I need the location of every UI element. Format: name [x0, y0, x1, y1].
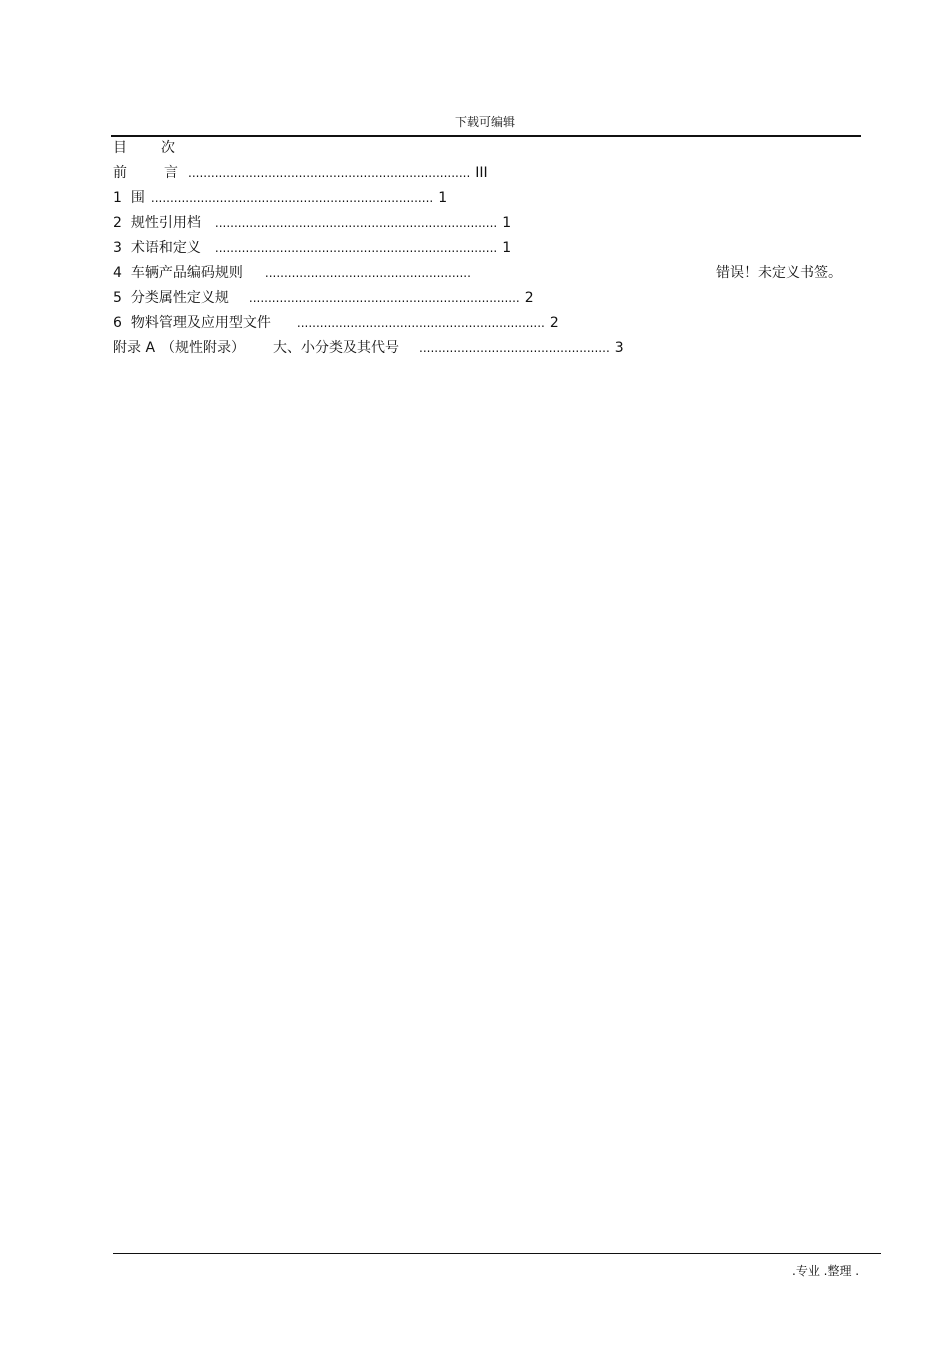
- toc-title-right: 次: [161, 140, 175, 156]
- toc-entry-page: 2: [549, 315, 559, 331]
- toc-entry-1[interactable]: [113, 189, 447, 207]
- page-header: 下载可编辑: [454, 115, 515, 129]
- error-bookmark-text: 错误！未定义书签。: [716, 265, 842, 281]
- toc-entry-5[interactable]: [113, 289, 534, 307]
- toc-entry-page: 2: [524, 290, 534, 306]
- toc-entry-2[interactable]: [113, 214, 511, 232]
- toc-entry-dots: ......................................................: [264, 266, 471, 280]
- toc-entry-num: 4: [113, 265, 122, 281]
- toc-entry-num: 1: [113, 190, 122, 206]
- toc-entry-title: 物料管理及应用型文件: [130, 315, 271, 331]
- toc-entry-title: 前: [113, 165, 127, 181]
- toc-entry-page: III: [475, 165, 488, 181]
- toc-entry-dots: .......................................................................: [248, 291, 520, 305]
- footer-note: .专业 .整理 .: [792, 1264, 860, 1278]
- toc-entry-title: 分类属性定义规: [130, 290, 229, 306]
- toc-entry-page: 1: [438, 190, 448, 206]
- header-divider: [111, 135, 861, 137]
- toc-entry-dots: ..........................................................................: [214, 241, 498, 255]
- toc-entry-title: （规性附录）: [161, 340, 246, 356]
- toc-entry-title: 术语和定义: [130, 240, 201, 256]
- toc-entry-appendix-a[interactable]: [113, 339, 624, 357]
- toc-entry-preface[interactable]: [113, 164, 488, 182]
- toc-entry-page: 1: [502, 215, 512, 231]
- toc-entry-4[interactable]: [113, 264, 476, 282]
- footer-divider: [113, 1253, 881, 1254]
- toc-title: [113, 139, 175, 157]
- toc-entry-dots: ..........................................................................: [150, 191, 434, 205]
- toc-entry-dots: .................................................................: [296, 316, 545, 330]
- toc-entry-3[interactable]: [113, 239, 511, 257]
- toc-entry-num: 3: [113, 240, 122, 256]
- toc-entry-title: 规性引用档: [130, 215, 201, 231]
- toc-entry-num: 5: [113, 290, 122, 306]
- toc-entry-page: 3: [614, 340, 624, 356]
- toc-entry-num: 2: [113, 215, 122, 231]
- toc-entry-page: 1: [502, 240, 512, 256]
- toc-entry-dots: ..........................................................................: [214, 216, 498, 230]
- toc-entry-dots: ..................................................: [419, 341, 610, 355]
- toc-entry-title: 言: [164, 165, 178, 181]
- toc-entry-6[interactable]: [113, 314, 559, 332]
- toc-entry-title: 车辆产品编码规则: [130, 265, 243, 281]
- toc-entry-dots: ..........................................................................: [188, 166, 471, 180]
- toc-entry-num: 6: [113, 315, 122, 331]
- toc-entry-title: 围: [130, 190, 145, 206]
- toc-title-left: 目: [113, 140, 127, 156]
- toc-entry-num: 附录 A: [113, 340, 156, 356]
- toc-entry-subtitle: 大、小分类及其代号: [273, 340, 400, 356]
